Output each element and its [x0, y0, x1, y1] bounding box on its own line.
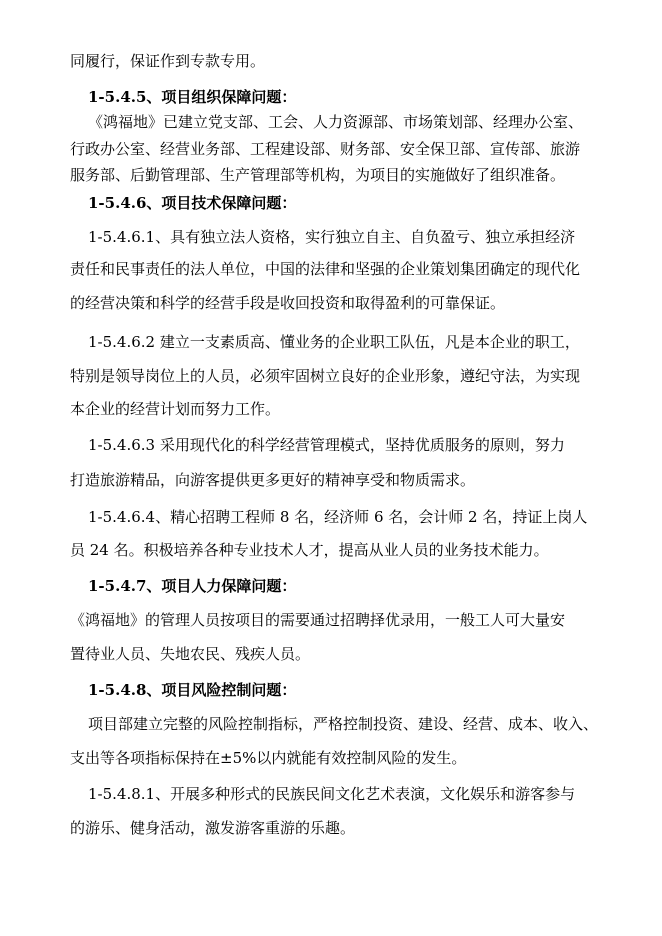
- paragraph-line: 同履行，保证作到专款专用。: [70, 52, 266, 70]
- paragraph-line: 责任和民事责任的法人单位，中国的法律和坚强的企业策划集团确定的现代化: [70, 260, 581, 278]
- paragraph-line: 1-5.4.8.1、开展多种形式的民族民间文化艺术表演，文化娱乐和游客参与: [88, 785, 576, 803]
- paragraph-line: 打造旅游精品，向游客提供更多更好的精神享受和物质需求。: [70, 471, 476, 489]
- section-heading: 1-5.4.6、项目技术保障问题：: [88, 194, 297, 212]
- section-heading: 1-5.4.8、项目风险控制问题：: [88, 681, 297, 699]
- paragraph-line: 置待业人员、失地农民、残疾人员。: [70, 645, 311, 663]
- section-heading: 1-5.4.7、项目人力保障问题：: [88, 577, 297, 595]
- paragraph-line: 《鸿福地》的管理人员按项目的需要通过招聘择优录用，一般工人可大量安: [70, 611, 566, 629]
- paragraph-line: 行政办公室、经营业务部、工程建设部、财务部、安全保卫部、宣传部、旅游: [70, 140, 581, 158]
- paragraph-line: 1-5.4.6.4、精心招聘工程师 8 名，经济师 6 名，会计师 2 名，持证上岗人: [88, 508, 588, 526]
- paragraph-line: 特别是领导岗位上的人员，必须牢固树立良好的企业形象，遵纪守法，为实现: [70, 367, 581, 385]
- paragraph-line: 的经营决策和科学的经营手段是收回投资和取得盈利的可靠保证。: [70, 294, 506, 312]
- paragraph-line: 本企业的经营计划而努力工作。: [70, 400, 281, 418]
- paragraph-line: 1-5.4.6.3 采用现代化的科学经营管理模式，坚持优质服务的原则，努力: [88, 436, 565, 454]
- paragraph-line: 支出等各项指标保持在±5%以内就能有效控制风险的发生。: [70, 749, 467, 767]
- paragraph-line: 1-5.4.6.2 建立一支素质高、懂业务的企业职工队伍，凡是本企业的职工，: [88, 333, 580, 351]
- paragraph-line: 服务部、后勤管理部、生产管理部等机构，为项目的实施做好了组织准备。: [70, 166, 566, 184]
- paragraph-line: 项目部建立完整的风险控制指标，严格控制投资、建设、经营、成本、收入、: [88, 715, 599, 733]
- paragraph-line: 员 24 名。积极培养各种专业技术人才，提高从业人员的业务技术能力。: [70, 541, 549, 559]
- paragraph-line: 的游乐、健身活动，激发游客重游的乐趣。: [70, 819, 356, 837]
- paragraph-line: 1-5.4.6.1、具有独立法人资格，实行独立自主、自负盈亏、独立承担经济: [88, 228, 576, 246]
- paragraph-line: 《鸿福地》已建立党支部、工会、人力资源部、市场策划部、经理办公室、: [88, 113, 584, 131]
- section-heading: 1-5.4.5、项目组织保障问题：: [88, 88, 297, 106]
